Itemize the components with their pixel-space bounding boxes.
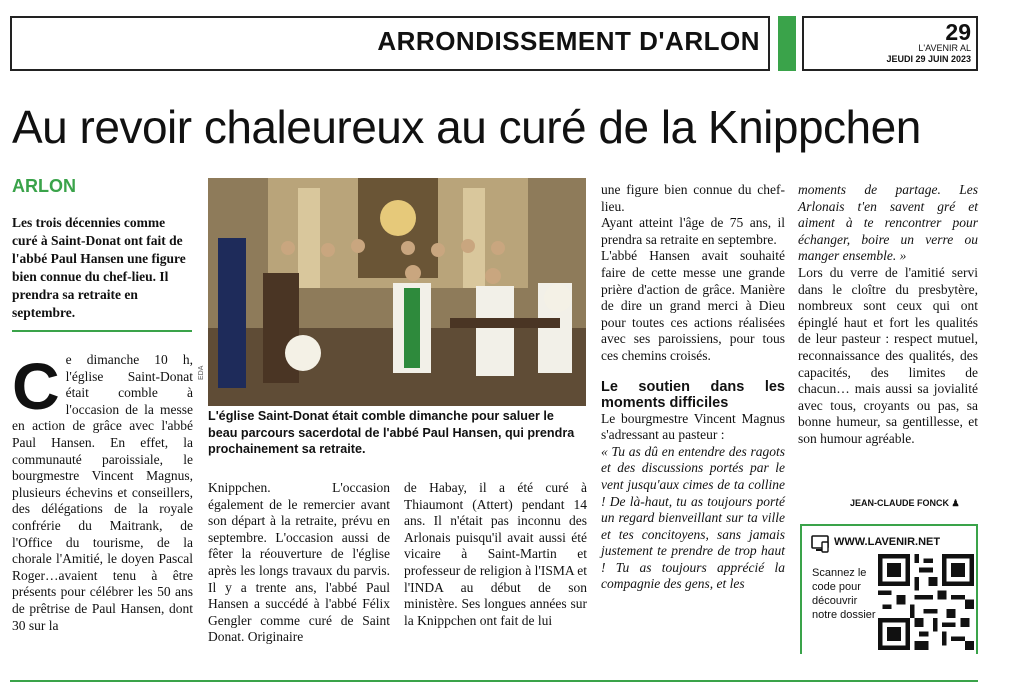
author-icon: ♟	[951, 498, 960, 508]
author-name: JEAN-CLAUDE FONCK	[850, 498, 949, 508]
qr-code-icon[interactable]	[878, 554, 974, 650]
subheading: Le soutien dans les moments difficiles	[601, 378, 785, 411]
column-4-text-1: une figure bien connue du chef-lieu.	[601, 182, 785, 214]
church-photo	[208, 178, 586, 406]
lead-paragraph: Les trois décennies comme curé à Saint-Donat ont fait de l'abbé Paul Hansen une figure bien connue du chef-lieu. Il prendra sa retraite en septembre.	[12, 215, 186, 320]
publication-name: L'AVENIR AL	[918, 43, 971, 53]
page-number: 29	[945, 19, 971, 45]
kicker: ARLON	[12, 176, 76, 196]
column-2	[208, 480, 390, 646]
lead-separator	[12, 330, 192, 332]
promo-url[interactable]: WWW.LAVENIR.NET	[834, 536, 941, 548]
byline	[850, 498, 960, 509]
photo-credit: EDA	[198, 365, 205, 380]
mayor-quote: « Tu as dû en entendre des ragots et des discussions portés par le vent jusqu'aux cimes de ta colline ! De là-haut, tu as toujours porté un regard bienveillant sur ta ville et tes concitoyens, sans jamais justement te prendre de trop haut ! Tu as toujours apprécié la compagnie des gens, et les	[601, 443, 785, 592]
column-4-text-3: L'abbé Hansen avait souhaité faire de cette messe une grande prière d'action de grâce. Manière de dire un grand merci à Dieu pour toutes ces actions réalisées avec ses paroissiens, pour tous ces chemins croisés.	[601, 248, 785, 363]
photo-caption: L'église Saint-Donat était comble dimanche pour saluer le beau parcours sacerdotal de l'abbé Paul Hansen, qui prendra prochainement sa retraite.	[208, 409, 575, 456]
column-5	[798, 182, 978, 448]
promo-text: Scannez le code pour découvrir notre dossier	[812, 567, 876, 621]
page-info	[802, 16, 978, 71]
photo-illustration	[208, 178, 586, 406]
section-accent-bar	[778, 16, 796, 71]
column-4-text-4: Le bourgmestre Vincent Magnus s'adressant au pasteur :	[601, 410, 785, 443]
drop-cap: C	[12, 349, 60, 423]
column-1	[12, 349, 193, 634]
section-title: ARRONDISSEMENT D'ARLON	[377, 26, 760, 56]
promo-box	[800, 524, 978, 654]
bottom-rule	[10, 680, 978, 682]
column-5-text: Lors du verre de l'amitié servi dans le cloître du presbytère, nombreux sont ceux qui ont épinglé haut et fort les qualités de leur pasteur : respect mutuel, reconnaissance des qualités, des capacités, des limites de chacun… mais aussi sa jovialité avec tous, croyants ou pas, sa bonne humeur, sa gentillesse, et son humour agréable.	[798, 264, 978, 446]
section-header	[10, 16, 770, 71]
publication-date: JEUDI 29 JUIN 2023	[886, 54, 971, 64]
column-3	[404, 480, 587, 629]
column-4-text-2: Ayant atteint l'âge de 75 ans, il prendra sa retraite en septembre.	[601, 215, 785, 247]
column-2-text: Knippchen. L'occasion également de le remercier avant son départ à la retraite, prévu en septembre. L'occasion aussi de fêter la réouverture de l'église après les longs travaux du parvis. Il y a trente ans, l'abbé Paul Hansen a succédé à l'abbé Félix Gengler comme curé de Saint Donat. Originaire	[208, 480, 390, 645]
device-icon	[810, 534, 830, 554]
mayor-quote-end: moments de partage. Les Arlonais t'en savent gré et aiment à te rencontrer pour échanger, boire un verre ou manger ensemble. »	[798, 182, 978, 264]
column-4	[601, 182, 785, 593]
column-3-text: de Habay, il a été curé à Thiaumont (Attert) pendant 14 ans. Il n'était pas inconnu des Arlonais puisqu'il avait aussi été vicaire à Saint-Martin et professeur de religion à l'ISMA et l'INDA au début de son ministère. Ses longues années sur la Knippchen ont fait de lui	[404, 480, 587, 628]
column-1-text: e dimanche 10 h, l'église Saint-Donat était comble à l'occasion de la messe en action de grâce avec l'abbé Paul Hansen. En effet, la communauté paroissiale, le bourgmestre Vincent Magnus, plusieurs échevins et conseillers, des délégations de la royale confrérie du Maitrank, de l'Office du tourisme, de la chorale l'Amitié, le doyen Pascal Roger…avaient tenu à être présents pour célébrer les 50 ans de prêtrise de Paul Hansen, dont 30 sur la	[12, 352, 193, 633]
headline: Au revoir chaleureux au curé de la Knippchen	[12, 101, 921, 153]
